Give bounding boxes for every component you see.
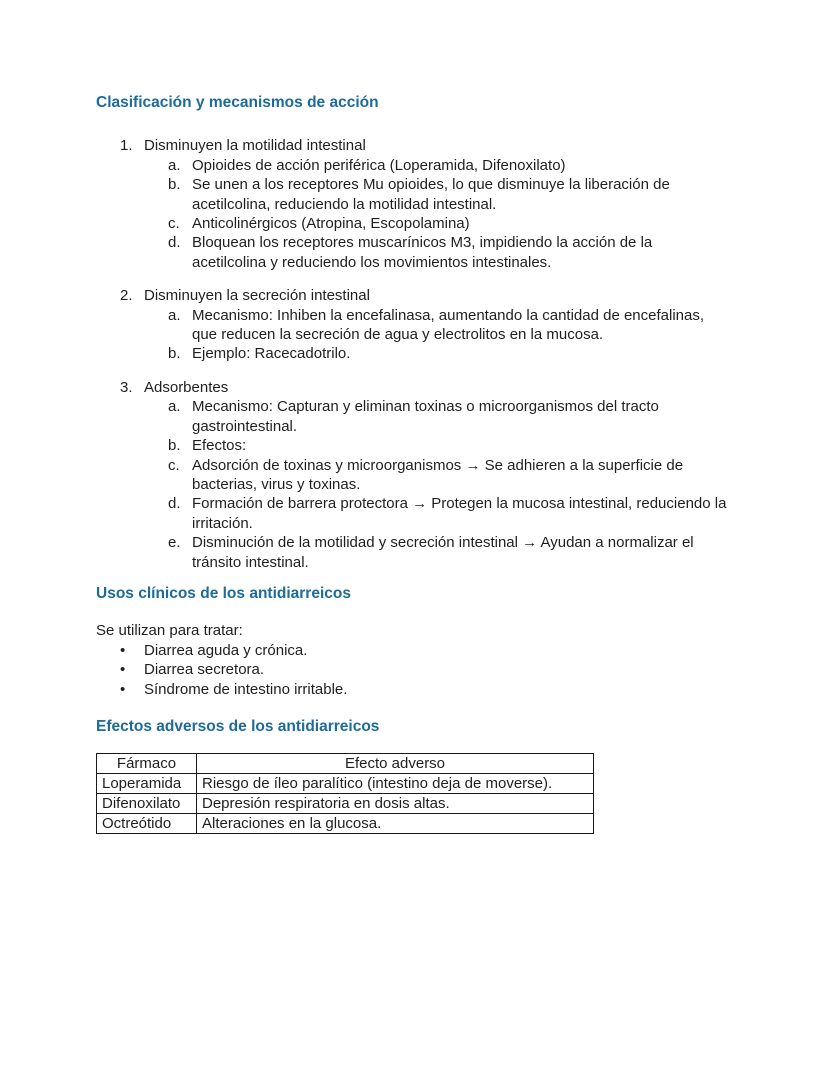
sub-item-letter: b. bbox=[168, 176, 181, 194]
sub-item-letter: b. bbox=[168, 437, 181, 455]
sub-item-letter: c. bbox=[168, 456, 180, 474]
adverse-effects-table bbox=[96, 753, 594, 834]
sub-item-letter: b. bbox=[168, 345, 181, 363]
sub-item-text: Bloquean los receptores muscarínicos M3, impidiendo la acción de la acetilcolina y reduciendo los movimientos intestinales. bbox=[192, 234, 653, 271]
numbered-list-item bbox=[96, 378, 730, 572]
table-cell-farmaco: Loperamida bbox=[97, 774, 197, 794]
sub-item-text: Efectos: bbox=[192, 437, 247, 455]
table-row bbox=[97, 814, 594, 834]
sub-item-letter: e. bbox=[168, 534, 181, 552]
usos-bullet-list bbox=[96, 641, 730, 699]
list-number: 2. bbox=[120, 287, 133, 305]
sub-item-text: Ejemplo: Racecadotrilo. bbox=[192, 345, 351, 363]
numbered-list-item bbox=[96, 136, 730, 272]
section-heading-clasificacion: Clasificación y mecanismos de acción bbox=[96, 94, 379, 111]
section-heading-usos: Usos clínicos de los antidiarreicos bbox=[96, 584, 351, 602]
sub-item-letter: d. bbox=[168, 495, 181, 513]
table-row bbox=[97, 774, 594, 794]
table-row bbox=[97, 794, 594, 814]
table-cell-farmaco: Octreótido bbox=[97, 814, 197, 834]
sub-item-letter: c. bbox=[168, 215, 180, 233]
table-header-efecto: Efecto adverso bbox=[197, 754, 594, 774]
sub-item-text: Adsorción de toxinas y microorganismos → Se adhieren a la superficie de bacterias, virus y toxinas. bbox=[192, 456, 684, 493]
sub-item-text: Opioides de acción periférica (Loperamida, Difenoxilato) bbox=[192, 156, 566, 174]
sub-item-text: Disminución de la motilidad y secreción intestinal → Ayudan a normalizar el tránsito intestinal. bbox=[192, 534, 694, 571]
section-heading-efectos: Efectos adversos de los antidiarreicos bbox=[96, 717, 380, 735]
usos-intro-text: Se utilizan para tratar: bbox=[96, 622, 243, 640]
sub-item-text: Formación de barrera protectora → Protegen la mucosa intestinal, reduciendo la irritación. bbox=[192, 495, 727, 532]
sub-item-text: Mecanismo: Inhiben la encefalinasa, aumentando la cantidad de encefalinas, que reducen la secreción de agua y electrolitos en la mucosa. bbox=[192, 306, 705, 344]
table-cell-efecto: Depresión respiratoria en dosis altas. bbox=[197, 794, 594, 814]
sub-item-text: Anticolinérgicos (Atropina, Escopolamina) bbox=[192, 215, 470, 233]
list-number: 3. bbox=[120, 378, 133, 396]
bullet-text: Síndrome de intestino irritable. bbox=[144, 680, 348, 698]
list-item-title: Disminuyen la motilidad intestinal bbox=[144, 137, 366, 155]
sub-item-letter: a. bbox=[168, 306, 181, 324]
list-item-title: Disminuyen la secreción intestinal bbox=[144, 287, 370, 305]
numbered-list-item bbox=[96, 286, 730, 364]
list-number: 1. bbox=[120, 137, 133, 155]
table-cell-efecto: Alteraciones en la glucosa. bbox=[197, 814, 594, 834]
table-header-row bbox=[97, 754, 594, 774]
bullet-icon: • bbox=[120, 641, 126, 659]
sub-item-letter: a. bbox=[168, 156, 181, 174]
bullet-text: Diarrea secretora. bbox=[144, 661, 265, 679]
sub-item-letter: a. bbox=[168, 398, 181, 416]
sub-item-letter: d. bbox=[168, 234, 181, 252]
table-cell-efecto: Riesgo de íleo paralítico (intestino deja de moverse). bbox=[197, 774, 594, 794]
bullet-text: Diarrea aguda y crónica. bbox=[144, 641, 308, 659]
bullet-icon: • bbox=[120, 661, 126, 679]
sub-item-text: Mecanismo: Capturan y eliminan toxinas o microorganismos del tracto gastrointestinal. bbox=[192, 398, 659, 435]
list-item-title: Adsorbentes bbox=[144, 378, 229, 396]
table-cell-farmaco: Difenoxilato bbox=[97, 794, 197, 814]
bullet-icon: • bbox=[120, 680, 126, 698]
table-header-farmaco: Fármaco bbox=[97, 754, 197, 774]
sub-item-text: Se unen a los receptores Mu opioides, lo que disminuye la liberación de acetilcolina, reduciendo la motilidad intestinal. bbox=[192, 176, 670, 213]
